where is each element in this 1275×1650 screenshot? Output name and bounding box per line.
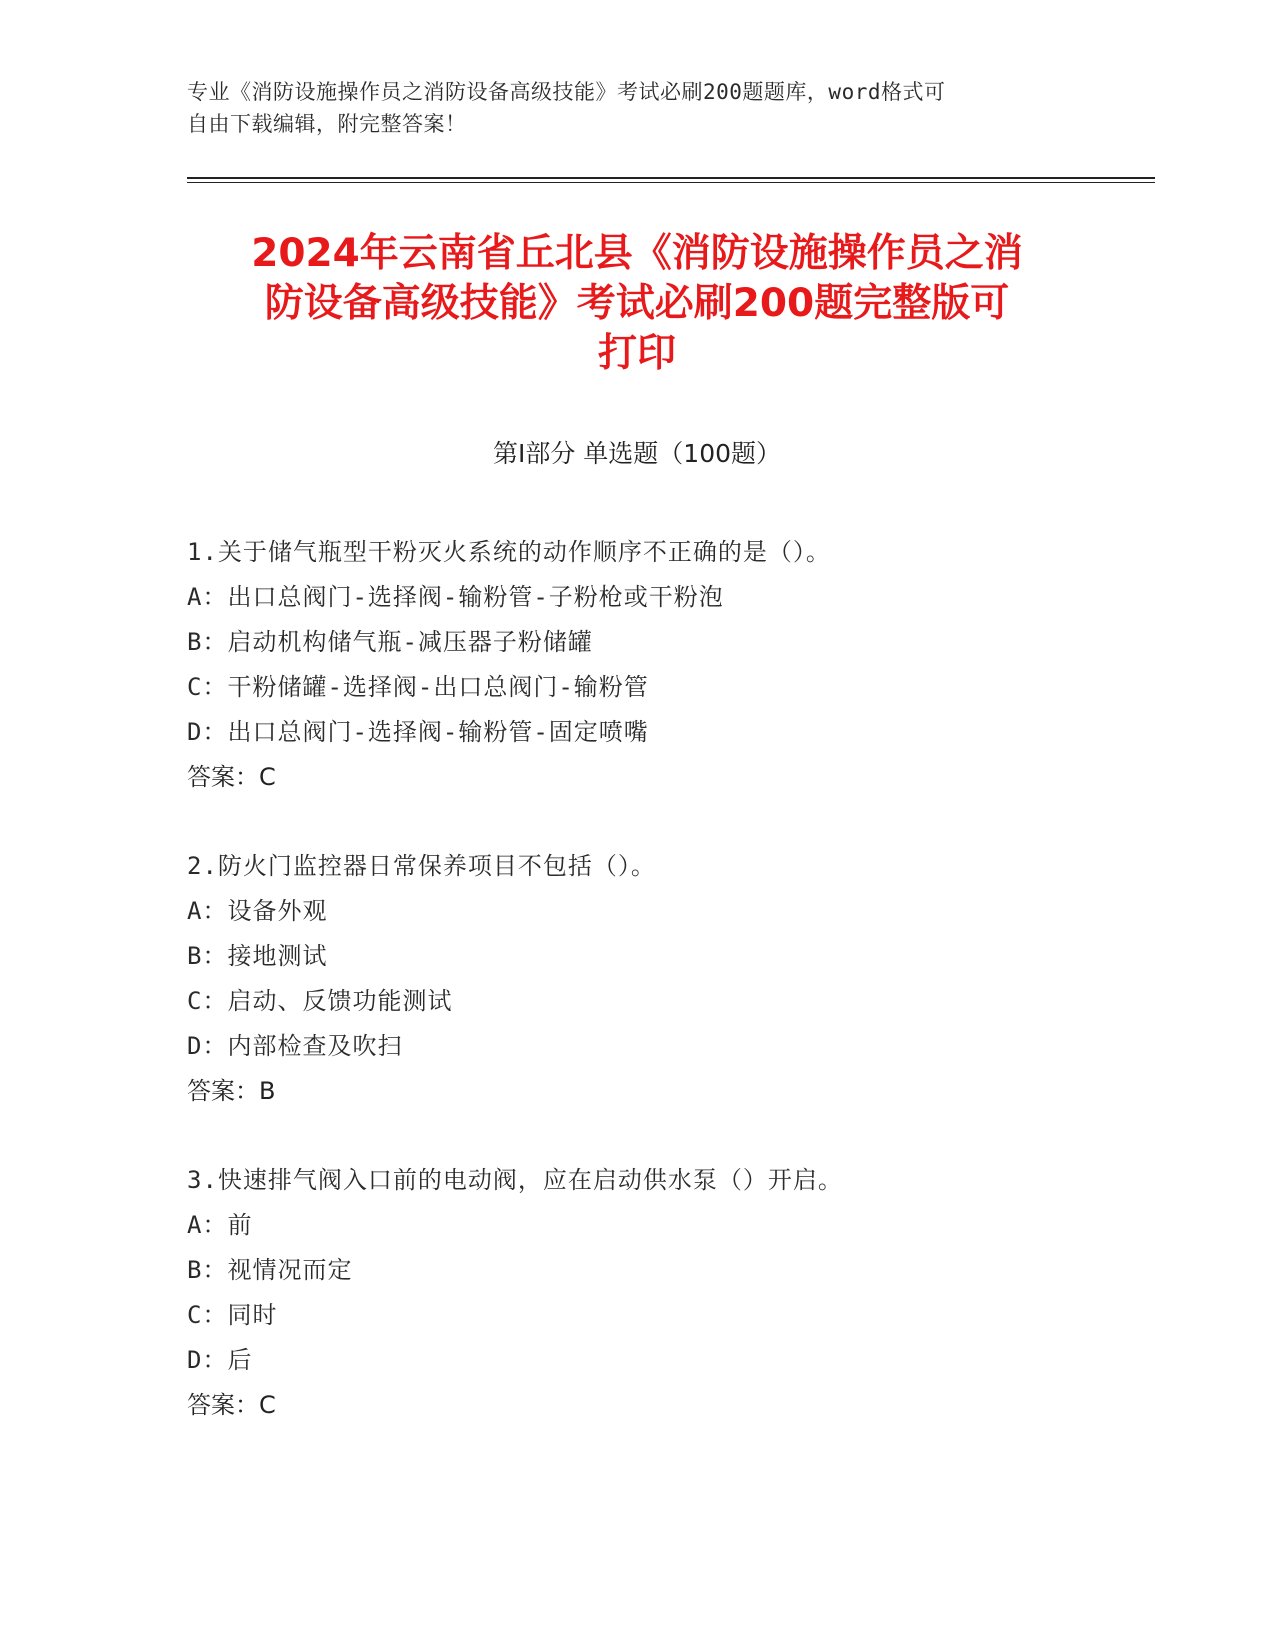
option-b: B：接地测试 <box>187 942 328 970</box>
option-c: C：干粉储罐-选择阀-出口总阀门-输粉管 <box>187 673 649 701</box>
question-stem: 2.防火门监控器日常保养项目不包括（）。 <box>187 852 656 880</box>
option-a: A：出口总阀门-选择阀-输粉管-子粉枪或干粉泡 <box>187 583 724 611</box>
header-note <box>187 76 1067 140</box>
option-a: A：前 <box>187 1211 253 1239</box>
header-note-line: 自由下载编辑，附完整答案！ <box>187 112 467 136</box>
title-line: 打印 <box>597 331 676 376</box>
option-d: D：出口总阀门-选择阀-输粉管-固定喷嘴 <box>187 718 649 746</box>
answer: 答案：B <box>187 1077 276 1105</box>
title-line: 防设备高级技能》考试必刷200题完整版可 <box>264 281 1010 326</box>
header-divider-thin <box>187 182 1155 183</box>
option-c: C：同时 <box>187 1301 278 1329</box>
option-b: B：视情况而定 <box>187 1256 353 1284</box>
option-d: D：内部检查及吹扫 <box>187 1032 403 1060</box>
question-item <box>187 1158 1087 1428</box>
header-divider-thick <box>187 177 1155 179</box>
header-note-line: 专业《消防设施操作员之消防设备高级技能》考试必刷200题题库，word格式可 <box>187 80 946 104</box>
question-stem: 1.关于储气瓶型干粉灭火系统的动作顺序不正确的是（）。 <box>187 538 831 566</box>
option-b: B：启动机构储气瓶-减压器子粉储罐 <box>187 628 593 656</box>
section-heading: 第I部分 单选题（100题） <box>492 439 782 468</box>
option-d: D：后 <box>187 1346 253 1374</box>
document-title <box>187 229 1087 379</box>
answer: 答案：C <box>187 1391 276 1419</box>
question-item <box>187 530 1087 800</box>
question-stem: 3.快速排气阀入口前的电动阀，应在启动供水泵（）开启。 <box>187 1166 843 1194</box>
title-line: 2024年云南省丘北县《消防设施操作员之消 <box>251 231 1023 276</box>
question-item <box>187 844 1087 1114</box>
question-list <box>187 530 1087 1472</box>
option-c: C：启动、反馈功能测试 <box>187 987 453 1015</box>
option-a: A：设备外观 <box>187 897 328 925</box>
answer: 答案：C <box>187 763 276 791</box>
